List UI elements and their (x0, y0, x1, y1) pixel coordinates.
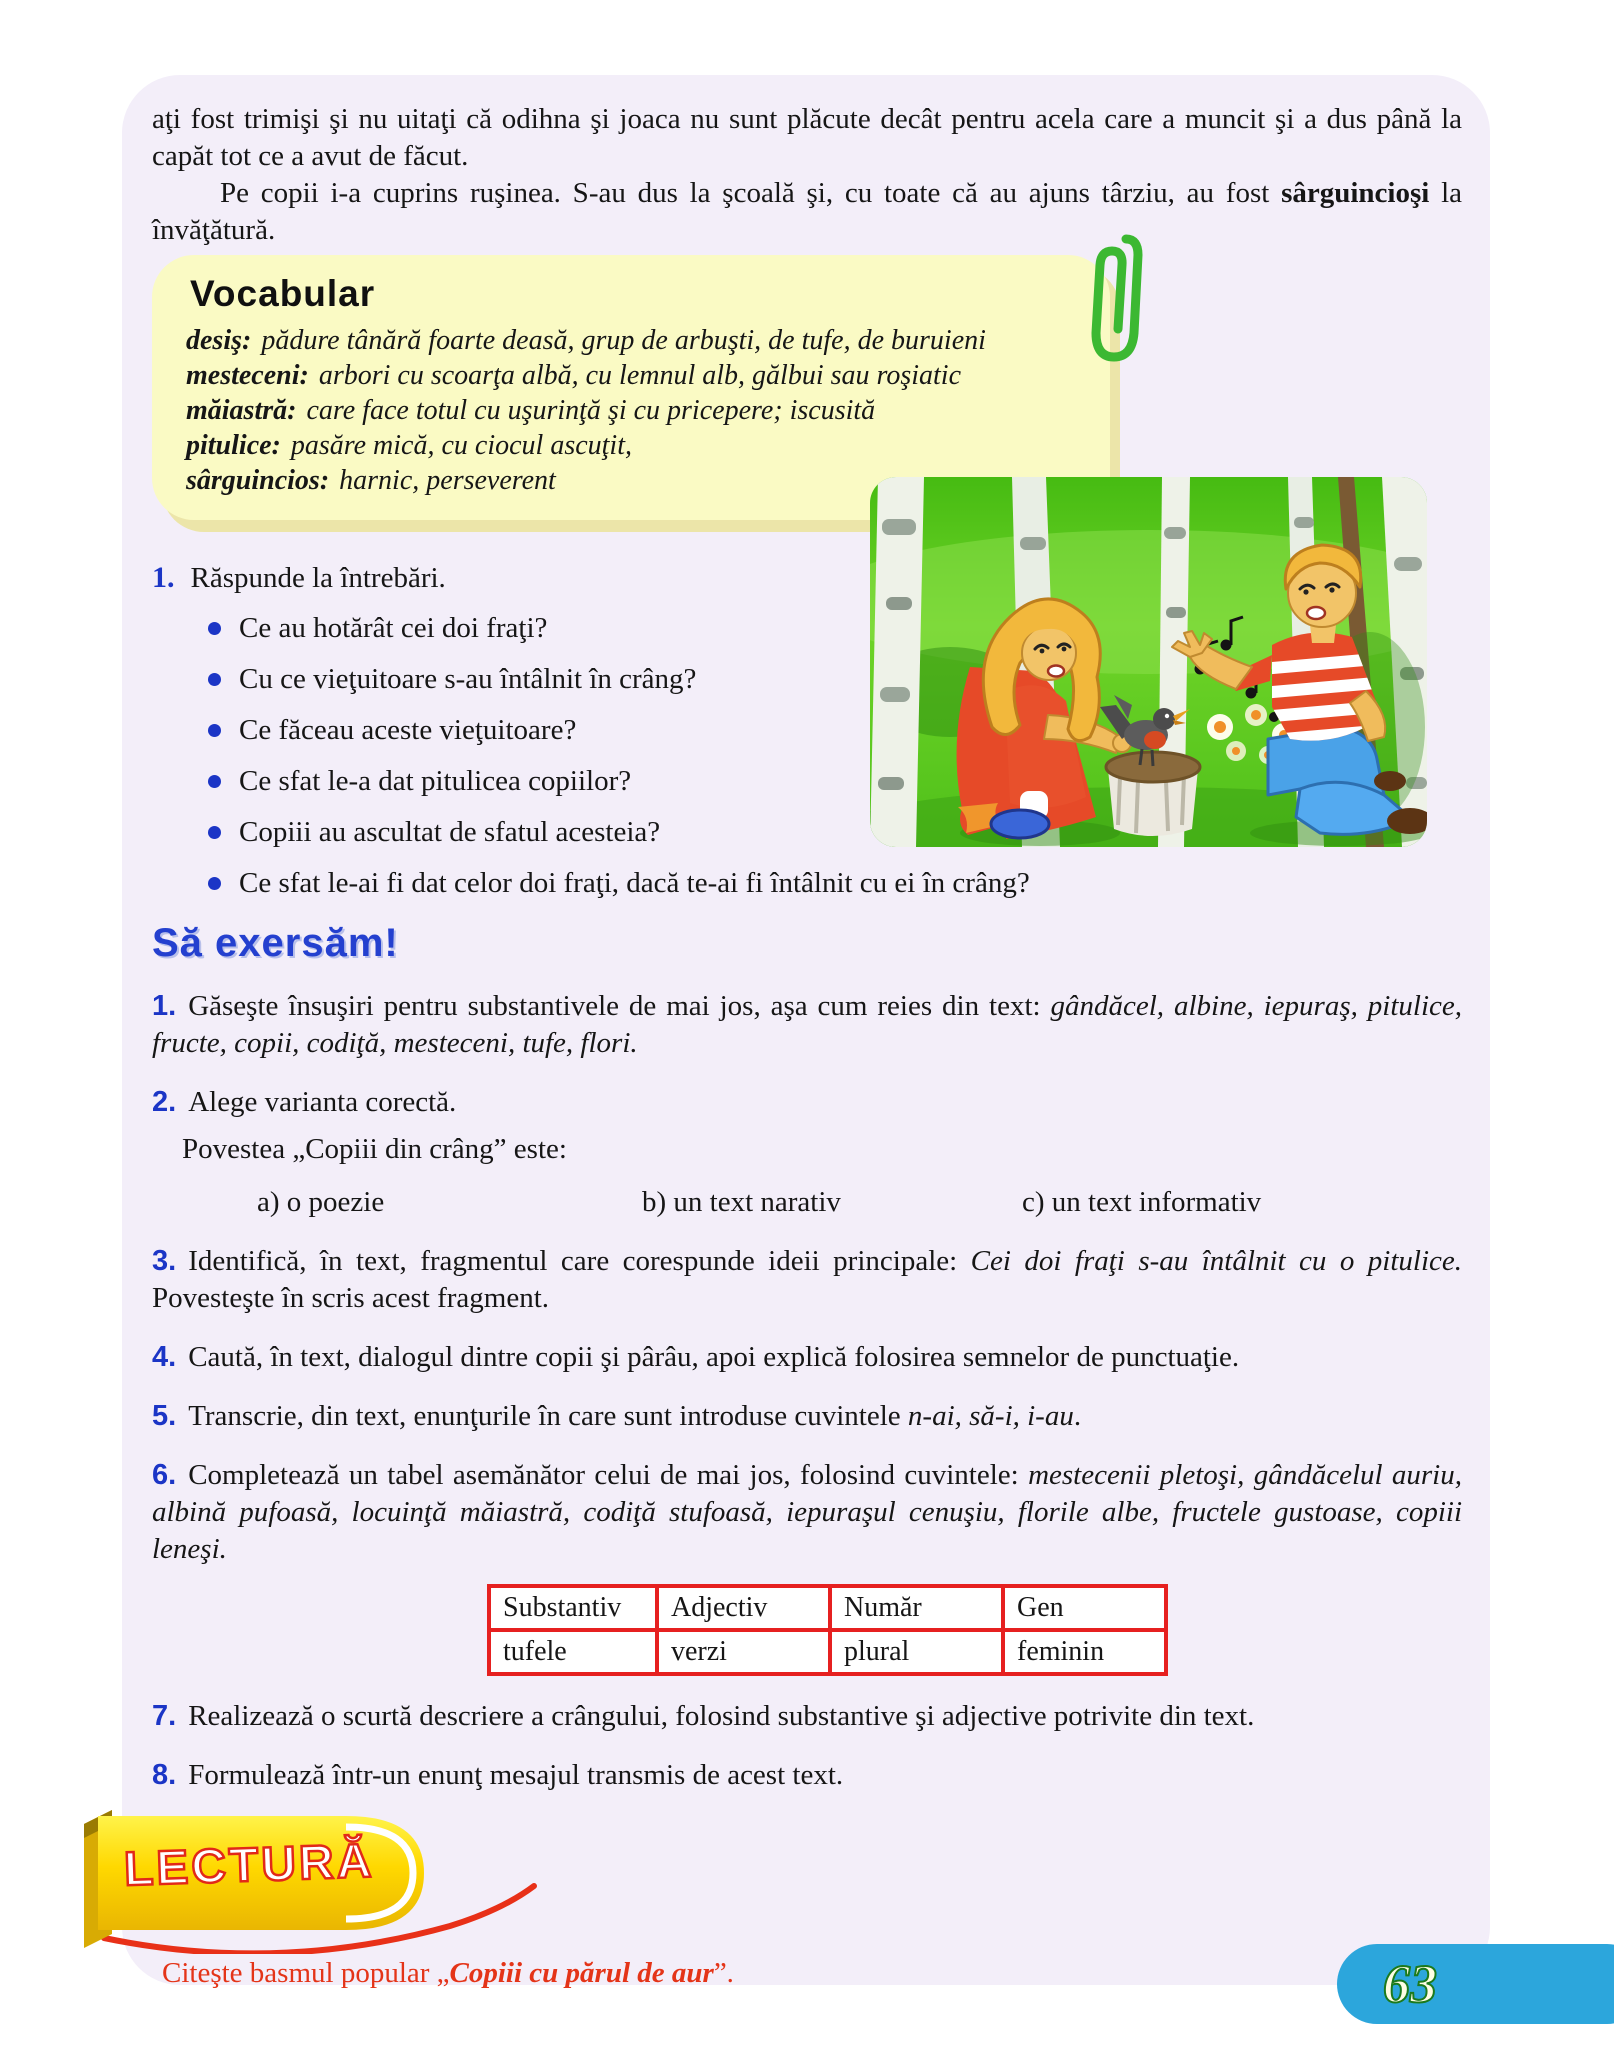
practice-heading: Să exersăm! (152, 921, 399, 965)
bullet-icon (208, 622, 221, 635)
table-header: Număr (830, 1586, 1003, 1630)
vocabulary-title: Vocabular (190, 273, 376, 314)
vocab-entry (186, 428, 1086, 463)
vocab-entry (186, 323, 1086, 358)
exercise-2-subline: Povestea „Copiii din crâng” este: (182, 1133, 567, 1165)
question-text: Ce au hotărât cei doi fraţi? (239, 612, 548, 644)
exercise-text: Completează un tabel asemănător celui de mai jos, folosind cuvintele: (188, 1459, 1029, 1491)
book-title: Copiii cu părul de aur (449, 1957, 714, 1989)
exercise-idea: Cei doi fraţi s-au întâlnit cu o pitulice. (970, 1245, 1463, 1277)
vocab-entry (186, 393, 1086, 428)
exercise-text: Alege varianta corectă. (188, 1086, 457, 1118)
exercise-2 (152, 1084, 1462, 1221)
question-text: Ce sfat le-ai fi dat celor doi fraţi, dacă te-ai fi întâlnit cu ei în crâng? (239, 867, 1030, 899)
exercise-6 (152, 1457, 1462, 1568)
lectura-banner (78, 1802, 558, 1954)
table-cell: plural (830, 1630, 1003, 1674)
exercise-2-options (152, 1184, 1462, 1221)
exercise-number: 2. (152, 1086, 177, 1118)
vocab-term: desiş: (186, 325, 252, 356)
reading-suggestion (162, 1956, 1462, 1990)
exercise-number: 4. (152, 1341, 177, 1373)
exercise-text: Transcrie, din text, enunţurile în care sunt introduse cuvintele (188, 1400, 908, 1432)
option-b: b) un text narativ (642, 1186, 841, 1218)
bullet-icon (208, 724, 221, 737)
question-item (208, 712, 868, 749)
exercise-word-list: gândăcel, albine, iepuraş, pitulice, fructe, copii, codiţă, mesteceni, tufe, flori. (152, 990, 1462, 1059)
reading-lead: Citeşte basmul popular „ (162, 1957, 450, 1989)
question-number: 1. (152, 561, 175, 594)
exercise-5 (152, 1398, 1462, 1435)
exercise-text: Identifică, în text, fragmentul care corespunde ideii principale: (188, 1245, 971, 1277)
page-number: 63 (1383, 1954, 1437, 2014)
table-cell: feminin (1003, 1630, 1166, 1674)
grammar-table (487, 1584, 1168, 1676)
exercise-text: Găseşte însuşiri pentru substantivele de mai jos, aşa cum reies din text: (188, 990, 1051, 1022)
bullet-icon (208, 673, 221, 686)
vocab-definition: harnic, perseverent (339, 465, 556, 496)
intro-text-2a: Pe copii i-a cuprins ruşinea. S-au dus la şcoală şi, cu toate că au ajuns târziu, au fost (220, 177, 1282, 209)
option-a: a) o poezie (257, 1186, 385, 1218)
exercise-number: 6. (152, 1459, 177, 1491)
lectura-banner-title: LECTURĂ (123, 1834, 376, 1897)
vocab-term: pitulice: (186, 430, 281, 461)
page-content (122, 75, 1490, 1990)
table-header: Adjectiv (657, 1586, 830, 1630)
question-item (208, 661, 868, 698)
question-text: Ce făceau aceste vieţuitoare? (239, 714, 577, 746)
exercise-number: 3. (152, 1245, 177, 1277)
intro-paragraph-1 (152, 101, 1462, 175)
exercise-text-tail: Povesteşte în scris acest fragment. (152, 1282, 550, 1314)
question-item (208, 763, 868, 800)
forest-illustration (870, 477, 1427, 847)
vocab-definition: arbori cu scoarţa albă, cu lemnul alb, gălbui sau roşiatic (318, 360, 962, 391)
exercise-text: Formulează într-un enunţ mesajul transmis de acest text. (188, 1759, 844, 1791)
table-header: Gen (1003, 1586, 1166, 1630)
intro-text-1: aţi fost trimişi şi nu uitaţi că odihna şi joaca nu sunt plăcute decât pentru acela care a muncit şi a dus până la capăt tot ce a avut de făcut. (152, 103, 1462, 172)
reading-tail: ”. (713, 1957, 734, 1989)
illustration-graphic (870, 477, 1427, 847)
exercise-3 (152, 1243, 1462, 1317)
exercise-number: 5. (152, 1400, 177, 1432)
intro-text-bold: sârguincioşi (1281, 177, 1430, 209)
vocab-term: sârguincios: (186, 465, 330, 496)
exercise-number: 7. (152, 1700, 177, 1732)
page-number-badge (1337, 1944, 1614, 2024)
exercise-word-list: mestecenii pletoşi, gândăcelul auriu, albină pufoasă, locuinţă măiastră, codiţă stufoasă, iepuraşul cenuşiu, florile albe, fructele gustoase, copiii leneşi. (152, 1459, 1462, 1565)
question-item (208, 814, 868, 851)
option-c: c) un text informativ (1022, 1186, 1262, 1218)
exercise-8 (152, 1757, 1462, 1794)
question-text: Cu ce vieţuitoare s-au întâlnit în crâng? (239, 663, 697, 695)
vocab-term: măiastră: (186, 395, 297, 426)
exercise-1 (152, 988, 1462, 1062)
intro-paragraphs (152, 101, 1462, 249)
question-text: Ce sfat le-a dat pitulicea copiilor? (239, 765, 632, 797)
paperclip-icon (1076, 225, 1148, 375)
vocab-definition: care face totul cu uşurinţă şi cu pricepere; iscusită (306, 395, 876, 426)
exercise-text: Caută, în text, dialogul dintre copii şi pârâu, apoi explică folosirea semnelor de punctuaţie. (188, 1341, 1240, 1373)
exercise-text: Realizează o scurtă descriere a crângului, folosind substantive şi adjective potrivite din text. (188, 1700, 1255, 1732)
exercise-number: 8. (152, 1759, 177, 1791)
intro-paragraph-2 (152, 175, 1462, 249)
question-item (208, 865, 1462, 902)
questions-title: Răspunde la întrebări. (190, 562, 446, 594)
bullet-icon (208, 877, 221, 890)
intro-text-2b: la învăţătură. (152, 177, 1462, 246)
vocab-definition: pădure tânără foarte deasă, grup de arbuşti, de tufe, de buruieni (261, 325, 986, 356)
table-header-row (489, 1586, 1166, 1630)
question-text: Copiii au ascultat de sfatul acesteia? (239, 816, 661, 848)
table-header: Substantiv (489, 1586, 657, 1630)
vocab-term: mesteceni: (186, 360, 309, 391)
table-row (489, 1630, 1166, 1674)
exercise-text-tail: . (1073, 1400, 1082, 1432)
question-item (208, 610, 868, 647)
exercise-word-list: n-ai, să-i, i-au (907, 1400, 1074, 1432)
exercise-4 (152, 1339, 1462, 1376)
exercise-number: 1. (152, 990, 177, 1022)
bullet-icon (208, 826, 221, 839)
vocab-entry (186, 358, 1086, 393)
bullet-icon (208, 775, 221, 788)
table-cell: verzi (657, 1630, 830, 1674)
table-cell: tufele (489, 1630, 657, 1674)
vocab-definition: pasăre mică, cu ciocul ascuţit, (290, 430, 632, 461)
page-panel (122, 75, 1490, 1989)
exercise-7 (152, 1698, 1462, 1735)
